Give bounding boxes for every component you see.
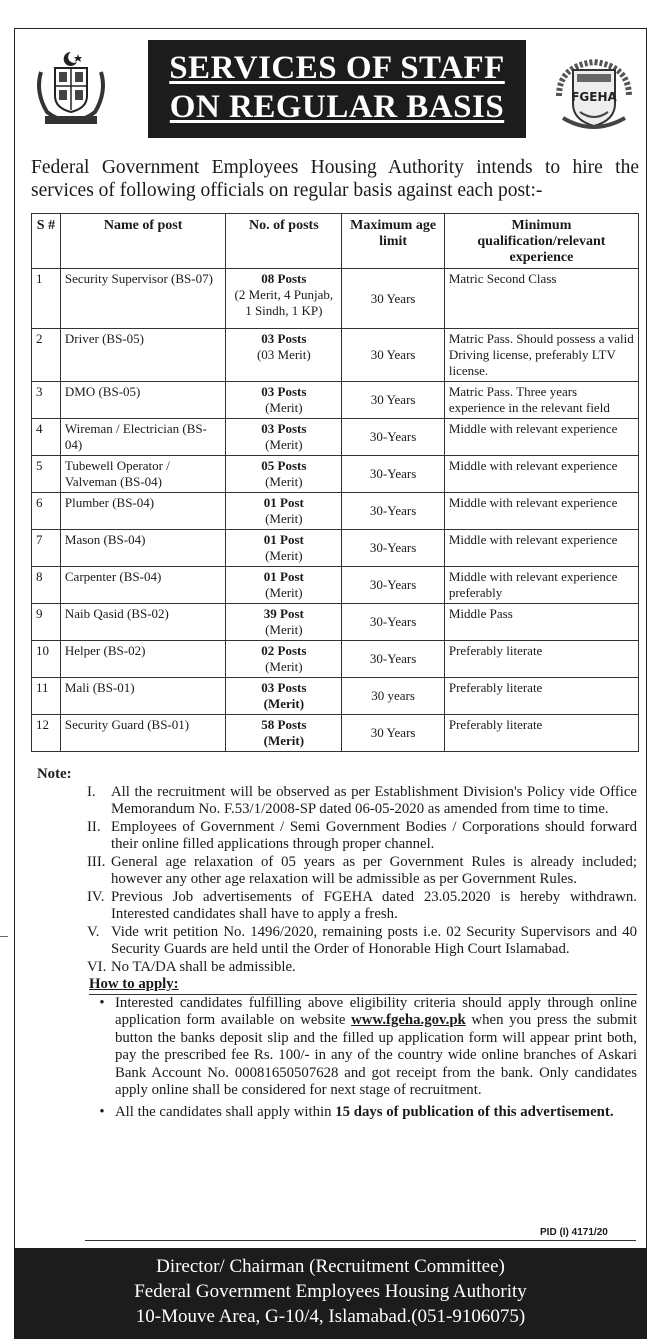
apply-deadline: 15 days of publication of this advertisement.: [335, 1103, 614, 1120]
fgeha-emblem-text: FGEHA: [571, 90, 617, 104]
note-item: [87, 889, 637, 924]
apply-bullet: • All the candidates shall apply within 15 days of publication of this advertisement.: [99, 1103, 614, 1120]
num-posts-detail: (Merit): [263, 696, 305, 711]
cell-age-limit: 30-Years: [342, 567, 445, 604]
cell-qualification: Matric Second Class: [444, 269, 638, 329]
table-row: [32, 329, 639, 382]
cell-post-name: Helper (BS-02): [60, 641, 225, 678]
footer-line-1: Director/ Chairman (Recruitment Committee): [156, 1256, 505, 1277]
intro-paragraph: Federal Government Employees Housing Authority intends to hire the services of following officials on regular basis against each post:-: [31, 157, 639, 201]
cell-sn: 7: [32, 530, 61, 567]
website-link[interactable]: www.fgeha.gov.pk: [351, 1012, 466, 1028]
num-posts-detail: (Merit): [265, 437, 303, 452]
table-row: [32, 530, 639, 567]
note-item: [87, 784, 637, 819]
cell-num-posts: [226, 456, 342, 493]
table-row: [32, 493, 639, 530]
cell-post-name: DMO (BS-05): [60, 382, 225, 419]
cell-age-limit: 30 years: [342, 678, 445, 715]
table-row: [32, 419, 639, 456]
table-row: [32, 604, 639, 641]
cell-post-name: Security Supervisor (BS-07): [60, 269, 225, 329]
num-posts-main: 39 Post: [263, 606, 304, 621]
num-posts-main: 01 Post: [263, 495, 304, 510]
cell-qualification: Middle with relevant experience: [444, 419, 638, 456]
table-row: [32, 641, 639, 678]
table-row: [32, 567, 639, 604]
cell-post-name: Mason (BS-04): [60, 530, 225, 567]
header-age: Maximum age limit: [342, 214, 445, 269]
num-posts-detail: (03 Merit): [256, 347, 311, 362]
cell-age-limit: 30-Years: [342, 493, 445, 530]
cell-age-limit: 30-Years: [342, 530, 445, 567]
note-item: [87, 959, 637, 977]
cell-num-posts: [226, 604, 342, 641]
table-row: [32, 382, 639, 419]
footer-line-3: 10-Mouve Area, G-10/4, Islamabad.(051-9106075): [135, 1306, 526, 1327]
title-line-2: ON REGULAR BASIS: [169, 89, 505, 125]
apply-bullet-1-text-b: when you press the submit button the banks deposit slip and the filled up application form will appear print both, pay the prescribed fee Rs. 100/- in any of the country wide online branches of Askari Bank Account No. 00081650507628 and got receipt from the bank. Only candidates apply online shall be considered for next stage of recruitment.: [115, 1012, 637, 1098]
cell-post-name: Plumber (BS-04): [60, 493, 225, 530]
num-posts-main: 01 Post: [263, 569, 304, 584]
note-number: VI.: [87, 958, 107, 975]
cell-qualification: Middle with relevant experience: [444, 493, 638, 530]
cell-post-name: Tubewell Operator / Valveman (BS-04): [60, 456, 225, 493]
posts-table: [31, 213, 639, 752]
table-row: [32, 269, 639, 329]
notes-section: [37, 766, 637, 1121]
note-text: Vide writ petition No. 1496/2020, remaining posts i.e. 02 Security Supervisors and 40 Security Guards are held until the Order of Honorable High Court Islamabad.: [111, 923, 637, 957]
num-posts-main: 02 Posts: [261, 643, 307, 658]
footer-line-2: Federal Government Employees Housing Authority: [134, 1281, 527, 1302]
cell-age-limit: 30 Years: [342, 715, 445, 752]
num-posts-main: 03 Posts: [261, 421, 307, 436]
cell-age-limit: 30-Years: [342, 456, 445, 493]
num-posts-detail: (Merit): [265, 659, 303, 674]
cell-num-posts: [226, 678, 342, 715]
table-row: [32, 678, 639, 715]
cell-sn: 6: [32, 493, 61, 530]
cell-qualification: Middle with relevant experience: [444, 530, 638, 567]
cell-sn: 10: [32, 641, 61, 678]
cell-num-posts: [226, 493, 342, 530]
header-num: No. of posts: [226, 214, 342, 269]
num-posts-main: 01 Post: [263, 532, 304, 547]
num-posts-detail: (2 Merit, 4 Punjab, 1 Sindh, 1 KP): [234, 287, 334, 318]
cell-age-limit: 30-Years: [342, 604, 445, 641]
title-banner: [148, 40, 526, 138]
note-item: [87, 854, 637, 889]
cell-post-name: Naib Qasid (BS-02): [60, 604, 225, 641]
how-to-apply-heading: How to apply:: [89, 976, 179, 992]
cell-post-name: Mali (BS-01): [60, 678, 225, 715]
num-posts-main: 58 Posts: [261, 717, 307, 732]
note-number: II.: [87, 818, 101, 835]
footer-banner: [14, 1248, 647, 1339]
crop-mark: [0, 936, 8, 937]
cell-age-limit: 30-Years: [342, 641, 445, 678]
notes-heading: Note:: [37, 766, 72, 782]
cell-qualification: Preferably literate: [444, 715, 638, 752]
cell-num-posts: [226, 419, 342, 456]
table-row: [32, 456, 639, 493]
cell-qualification: Middle with relevant experience preferably: [444, 567, 638, 604]
note-number: III.: [87, 853, 106, 870]
cell-sn: 4: [32, 419, 61, 456]
num-posts-detail: (Merit): [265, 585, 303, 600]
table-row: [32, 715, 639, 752]
note-number: IV.: [87, 888, 105, 905]
cell-sn: 11: [32, 678, 61, 715]
cell-num-posts: [226, 715, 342, 752]
num-posts-detail: (Merit): [265, 474, 303, 489]
title-line-1: SERVICES OF STAFF: [169, 50, 505, 86]
cell-sn: 3: [32, 382, 61, 419]
pid-number: PID (I) 4171/20: [540, 1227, 608, 1238]
num-posts-detail: (Merit): [263, 733, 305, 748]
note-text: Employees of Government / Semi Government Bodies / Corporations should forward their online filled applications through proper channel.: [111, 818, 637, 852]
num-posts-main: 03 Posts: [261, 331, 307, 346]
cell-age-limit: 30-Years: [342, 419, 445, 456]
header-name: Name of post: [60, 214, 225, 269]
num-posts-detail: (Merit): [265, 548, 303, 563]
cell-num-posts: [226, 269, 342, 329]
cell-num-posts: [226, 530, 342, 567]
num-posts-main: 05 Posts: [261, 458, 307, 473]
cell-qualification: Preferably literate: [444, 678, 638, 715]
cell-qualification: Matric Pass. Should possess a valid Driving license, preferably LTV license.: [444, 329, 638, 382]
footer-divider: [85, 1240, 636, 1241]
note-item: [87, 819, 637, 854]
table-header-row: [32, 214, 639, 269]
cell-post-name: Driver (BS-05): [60, 329, 225, 382]
cell-sn: 12: [32, 715, 61, 752]
cell-qualification: Middle Pass: [444, 604, 638, 641]
cell-num-posts: [226, 641, 342, 678]
cell-num-posts: [226, 329, 342, 382]
cell-post-name: Wireman / Electrician (BS-04): [60, 419, 225, 456]
cell-sn: 1: [32, 269, 61, 329]
note-text: Previous Job advertisements of FGEHA dated 23.05.2020 is hereby withdrawn. Interested candidates shall have to apply a fresh.: [111, 888, 637, 922]
cell-age-limit: 30 Years: [342, 269, 445, 329]
cell-num-posts: [226, 567, 342, 604]
cell-qualification: Matric Pass. Three years experience in the relevant field: [444, 382, 638, 419]
fgeha-emblem-icon: [553, 56, 635, 136]
cell-post-name: Carpenter (BS-04): [60, 567, 225, 604]
num-posts-detail: (Merit): [265, 511, 303, 526]
cell-sn: 5: [32, 456, 61, 493]
cell-qualification: Middle with relevant experience: [444, 456, 638, 493]
num-posts-main: 03 Posts: [261, 680, 307, 695]
cell-sn: 9: [32, 604, 61, 641]
apply-bullet-2-text: All the candidates shall apply within: [115, 1103, 336, 1120]
apply-bullet: • Interested candidates fulfilling above eligibility criteria should apply through online application form available on website www.fgeha.gov.pk when you press the submit button the banks deposit slip and the filled up application form will appear print both, pay the prescribed fee Rs. 100/- in any of the country wide online branches of Askari Bank Account No. 00081650507628 and got receipt from the bank. Only candidates apply online shall be considered for next stage of recruitment.: [99, 994, 637, 1098]
cell-qualification: Preferably literate: [444, 641, 638, 678]
note-text: General age relaxation of 05 years as per Government Rules is already included; however any other age relaxation will be admissible as per Government Rules.: [111, 853, 637, 887]
note-number: I.: [87, 783, 96, 800]
cell-sn: 8: [32, 567, 61, 604]
cell-sn: 2: [32, 329, 61, 382]
note-item: [87, 924, 637, 959]
cell-num-posts: [226, 382, 342, 419]
num-posts-main: 08 Posts: [261, 271, 307, 286]
cell-age-limit: 30 Years: [342, 329, 445, 382]
note-text: All the recruitment will be observed as per Establishment Division's Policy vide Office Memorandum No. F.53/1/2008-SP dated 06-05-2020 as amended from time to time.: [111, 783, 637, 817]
header-sn: S #: [32, 214, 61, 269]
num-posts-main: 03 Posts: [261, 384, 307, 399]
header-qual: Minimum qualification/relevant experience: [444, 214, 638, 269]
note-text: No TA/DA shall be admissible.: [111, 958, 296, 975]
state-emblem-icon: [31, 48, 111, 128]
cell-post-name: Security Guard (BS-01): [60, 715, 225, 752]
num-posts-detail: (Merit): [265, 622, 303, 637]
apply-bullet-1-text-a: Interested candidates fulfilling above eligibility criteria should apply through online application form available on website: [115, 994, 637, 1028]
num-posts-detail: (Merit): [265, 400, 303, 415]
cell-age-limit: 30 Years: [342, 382, 445, 419]
note-number: V.: [87, 923, 100, 940]
